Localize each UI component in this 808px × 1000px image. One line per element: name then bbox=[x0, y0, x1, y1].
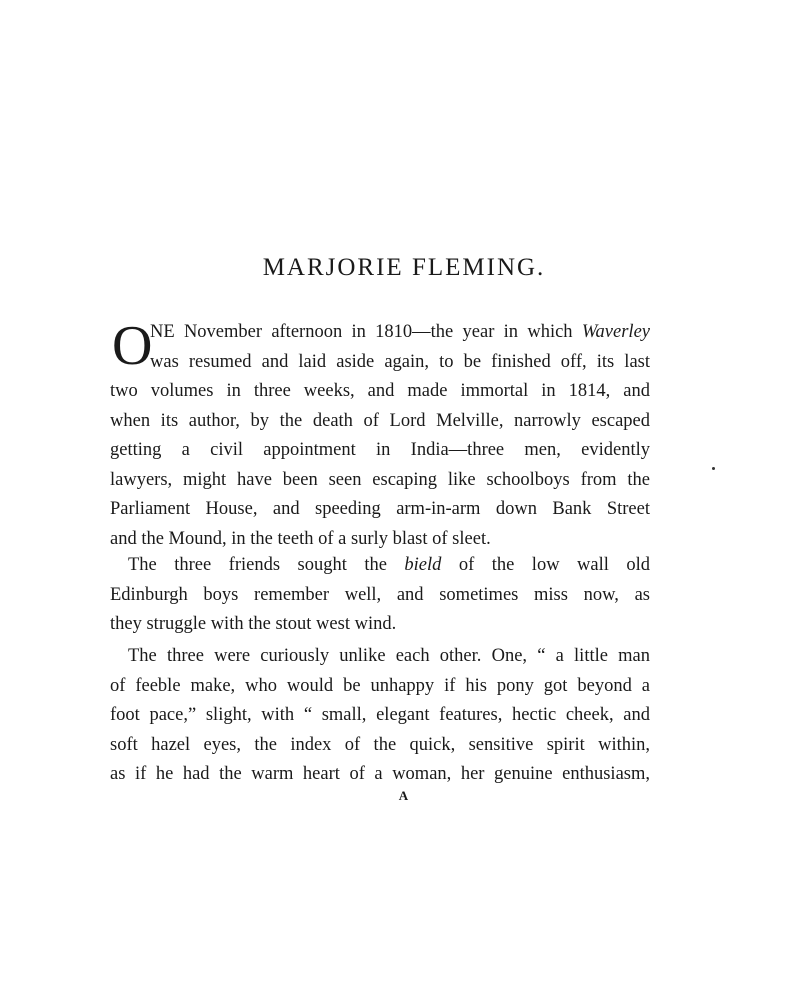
page-title: MARJORIE FLEMING. bbox=[262, 254, 546, 281]
ink-speck bbox=[712, 467, 715, 470]
text-line: two volumes in three weeks, and made immortal in 1814, and bbox=[110, 381, 650, 401]
text-line: getting a civil appointment in India—three men, evidently bbox=[110, 440, 650, 460]
text-line: of feeble make, who would be unhappy if his pony got beyond a bbox=[110, 675, 650, 696]
drop-cap: O bbox=[112, 315, 153, 377]
text-line: was resumed and laid aside again, to be finished off, its last bbox=[150, 351, 650, 372]
text-line: The three friends sought the bield of the low wall old bbox=[128, 555, 650, 575]
paragraph-2 bbox=[110, 551, 650, 640]
text-line: Parliament House, and speeding arm-in-arm down Bank Street bbox=[110, 499, 650, 519]
text-line: they struggle with the stout west wind. bbox=[110, 614, 397, 634]
text-line: as if he had the warm heart of a woman, her genuine enthusiasm, bbox=[110, 764, 650, 784]
paragraph-1 bbox=[110, 315, 650, 554]
text-line: NE November afternoon in 1810—the year in which Waverley bbox=[150, 322, 650, 342]
text-line: foot pace,” slight, with “ small, elegant features, hectic cheek, and bbox=[110, 705, 650, 725]
text-line: lawyers, might have been seen escaping like schoolboys from the bbox=[110, 469, 650, 490]
text-line: and the Mound, in the teeth of a surly blast of sleet. bbox=[110, 528, 491, 549]
text-line: The three were curiously unlike each other. One, “ a little man bbox=[128, 646, 650, 666]
text-line: Edinburgh boys remember well, and sometimes miss now, as bbox=[110, 584, 650, 605]
text-line: soft hazel eyes, the index of the quick, sensitive spirit within, bbox=[110, 734, 650, 755]
text-line: when its author, by the death of Lord Melville, narrowly escaped bbox=[110, 410, 650, 431]
paragraph-3 bbox=[110, 642, 650, 790]
signature-mark: A bbox=[398, 788, 410, 803]
